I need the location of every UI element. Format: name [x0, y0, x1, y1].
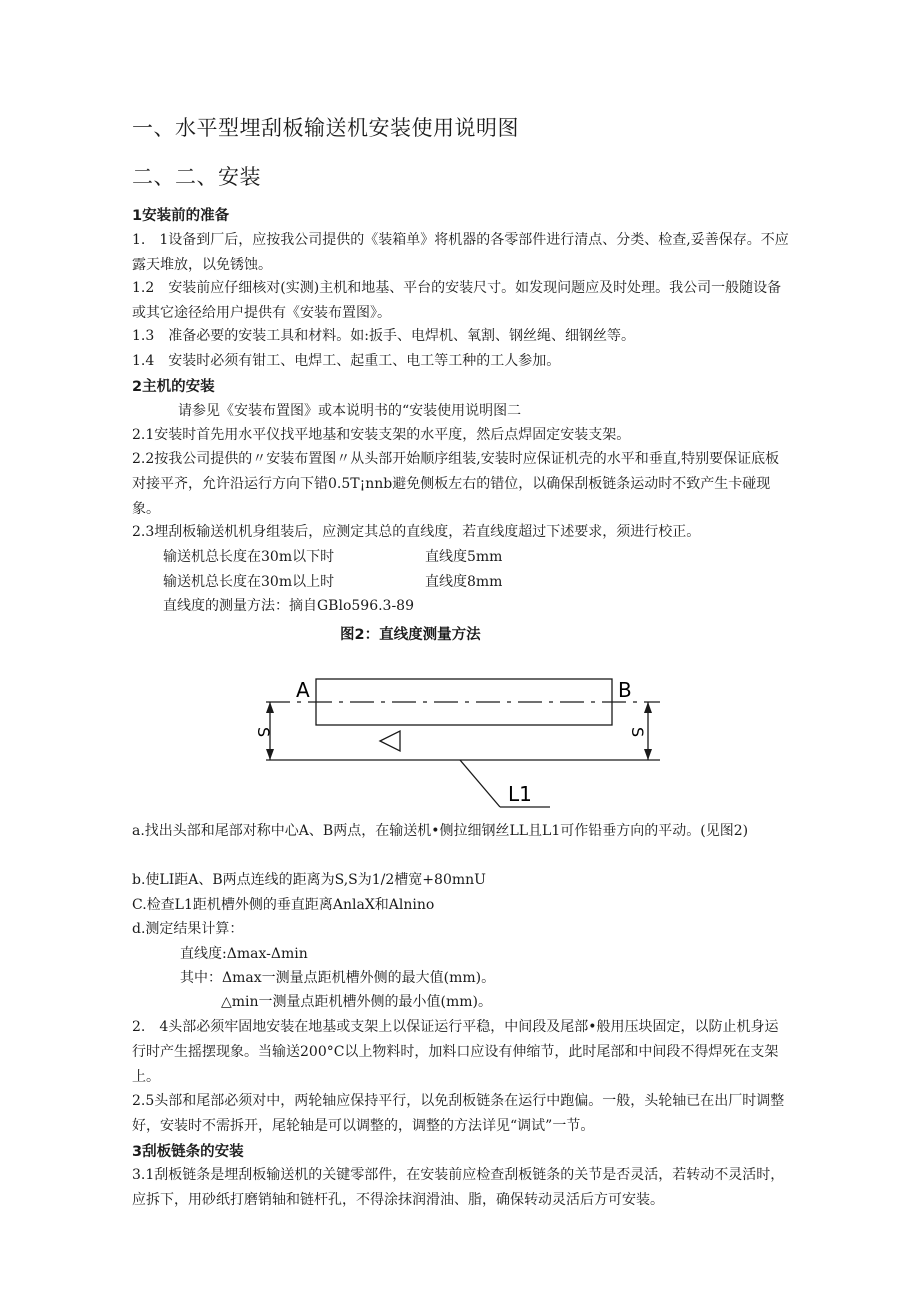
formula-note-max: 其中：Δmax一测量点距机槽外侧的最大值(mm)。 [180, 970, 496, 986]
tolerance-row [163, 546, 503, 566]
main-title: 一、水平型埋刮板输送机安装使用说明图 [132, 116, 519, 140]
formula: 直线度:Δmax-Δmin [180, 946, 308, 962]
s-label-right: S [628, 727, 647, 738]
step-a: a.找出头部和尾部对称中心A、B两点，在输送机•侧拉细钢丝LL且L1可作铅垂方向的平动。(见图2) [132, 823, 749, 839]
heading-main-install: 2主机的安装 [132, 379, 215, 395]
step-d: d.测定结果计算： [132, 921, 244, 937]
delta-marker [380, 731, 400, 751]
paragraph-2-5: 2.5头部和尾部必须对中，两轮轴应保持平行，以免刮板链条在运行中跑偏。一般，头轮轴已在出厂时调整好，安装时不需拆开，尾轮轴是可以调整的，调整的方法详见“调试”一节。 [132, 1093, 785, 1134]
heading-chain-install: 3刮板链条的安装 [132, 1144, 244, 1160]
point-b-label: B [618, 678, 632, 702]
figure-caption: 图2：直线度测量方法 [340, 627, 481, 643]
paragraph-2-3: 2.3埋刮板输送机机身组装后，应测定其总的直线度，若直线度超过下述要求，须进行校正。 [132, 524, 701, 540]
section-title: 二、二、安装 [132, 165, 261, 189]
paragraph-2-2: 2.2按我公司提供的〃安装布置图〃从头部开始顺序组装,安装时应保证机壳的水平和垂直,特别要保证底板对接平齐，允许沿运行方向下错0.5T¡nnb避免侧板左右的错位，以确保刮板链条运动时不致产生卡碰现象。 [132, 451, 780, 517]
tolerance-row [163, 571, 503, 591]
tolerance-value: 直线度8mm [425, 574, 503, 590]
paragraph-1-1: 1. 1设备到厂后，应按我公司提供的《装箱单》将机器的各零部件进行清点、分类、检查,妥善保存。不应露天堆放，以免锈蚀。 [132, 232, 789, 273]
tolerance-length: 输送机总长度在30m以下时 [163, 549, 335, 565]
paragraph-1-2: 1.2 安装前应仔细核对(实测)主机和地基、平台的安装尺寸。如发现问题应及时处理。我公司一般随设备或其它途径给用户提供有《安装布置图》。 [132, 280, 782, 321]
step-c: C.检查L1距机槽外侧的垂直距离AnlaX和Alnino [132, 897, 435, 913]
paragraph-1-3: 1.3 准备必要的安装工具和材料。如:扳手、电焊机、氧割、钢丝绳、细钢丝等。 [132, 328, 635, 344]
paragraph-1-4: 1.4 安装时必须有钳工、电焊工、起重工、电工等工种的工人参加。 [132, 353, 561, 369]
point-a-label: A [296, 678, 310, 702]
l1-label: L1 [508, 782, 532, 806]
straightness-diagram [240, 665, 680, 815]
reference-note: 请参见《安装布置图》或本说明书的“安装使用说明图二 [178, 403, 522, 419]
measurement-method: 直线度的测量方法：摘自GBlo596.3-89 [163, 598, 415, 614]
tolerance-length: 输送机总长度在30m以上时 [163, 574, 335, 590]
heading-preparation: 1安装前的准备 [132, 208, 230, 224]
paragraph-2-4: 2. 4头部必须牢固地安装在地基或支架上以保证运行平稳，中间段及尾部•般用压块固定，以防止机身运行时产生摇摆现象。当输送200°C以上物料时，加料口应设有伸缩节，此时尾部和中间段不得焊死在支架上。 [132, 1019, 779, 1085]
s-label-left: S [254, 727, 273, 738]
formula-note-min: △min一测量点距机槽外侧的最小值(mm)。 [221, 994, 493, 1010]
tolerance-value: 直线度5mm [425, 549, 503, 565]
paragraph-2-1: 2.1安装时首先用水平仪找平地基和安装支架的水平度，然后点焊固定安装支架。 [132, 427, 631, 443]
step-b: b.使LI距A、B两点连线的距离为S,S为1/2槽宽+80mnU [132, 872, 486, 888]
paragraph-3-1: 3.1刮板链条是埋刮板输送机的关键零部件，在安装前应检查刮板链条的关节是否灵活，若转动不灵活时，应拆下，用砂纸打磨销轴和链杆孔，不得涂抹润滑油、脂，确保转动灵活后方可安装。 [132, 1167, 785, 1208]
